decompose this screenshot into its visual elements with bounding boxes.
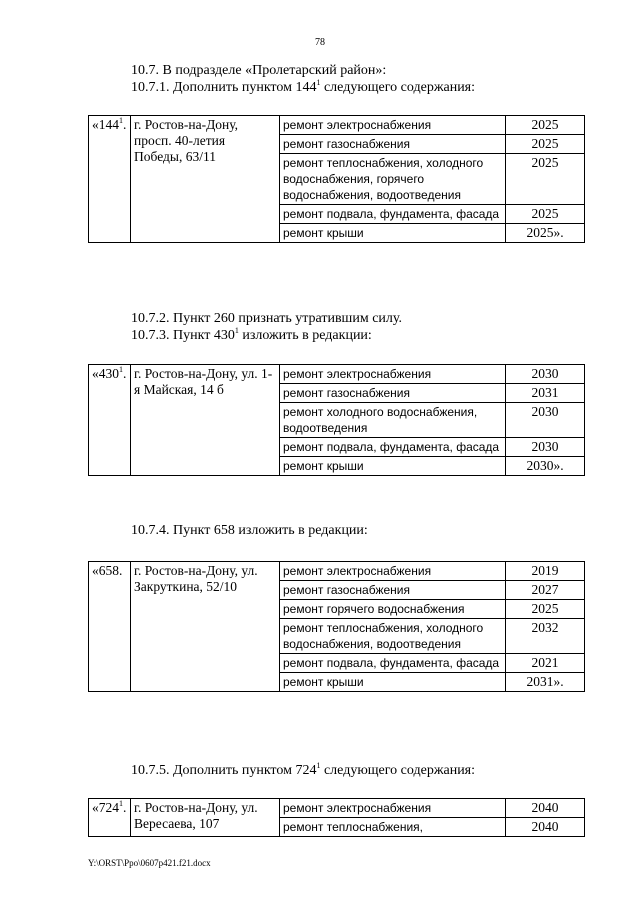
address-cell: г. Ростов-на-Дону, ул. Вересаева, 107 bbox=[131, 799, 280, 837]
item-number-cell bbox=[89, 116, 131, 243]
superscript: 1 bbox=[119, 116, 123, 125]
item-number-tail: . bbox=[123, 800, 127, 815]
work-type-cell: ремонт крыши bbox=[280, 224, 506, 243]
page-number: 78 bbox=[315, 37, 325, 48]
superscript: 1 bbox=[234, 326, 239, 335]
work-type-cell: ремонт газоснабжения bbox=[280, 384, 506, 403]
work-type-cell: ремонт теплоснабжения, холодного водоснабжения, горячего водоснабжения, водоотведения bbox=[280, 154, 506, 205]
work-type-cell: ремонт электроснабжения bbox=[280, 799, 506, 818]
year-cell: 2031 bbox=[506, 384, 585, 403]
table-item-658 bbox=[88, 561, 585, 692]
superscript: 1 bbox=[316, 78, 321, 87]
superscript: 1 bbox=[316, 761, 321, 770]
year-cell: 2040 bbox=[506, 818, 585, 837]
address-cell: г. Ростов-на-Дону, просп. 40-летия Победы, 63/11 bbox=[131, 116, 280, 243]
table-row bbox=[89, 116, 585, 135]
year-cell: 2031». bbox=[506, 673, 585, 692]
table-item-724-1 bbox=[88, 798, 585, 837]
work-type-cell: ремонт электроснабжения bbox=[280, 562, 506, 581]
clause-text: 10.7.5. Дополнить пунктом 724 bbox=[131, 763, 317, 778]
clause-10-7-3 bbox=[131, 328, 372, 344]
table-item-144-1 bbox=[88, 115, 585, 243]
address-cell: г. Ростов-на-Дону, ул. 1-я Майская, 14 б bbox=[131, 365, 280, 476]
section-heading: 10.7. В подразделе «Пролетарский район»: bbox=[131, 63, 387, 78]
work-type-cell: ремонт теплоснабжения, холодного водоснабжения, водоотведения bbox=[280, 619, 506, 654]
work-type-cell: ремонт электроснабжения bbox=[280, 116, 506, 135]
item-number-cell bbox=[89, 799, 131, 837]
clause-text: изложить в редакции: bbox=[238, 328, 372, 343]
clause-10-7-2: 10.7.2. Пункт 260 признать утратившим силу. bbox=[131, 311, 402, 326]
year-cell: 2027 bbox=[506, 581, 585, 600]
clause-text: следующего содержания: bbox=[320, 763, 476, 778]
item-number: «658. bbox=[92, 563, 123, 578]
clause-text: 10.7.1. Дополнить пунктом 144 bbox=[131, 80, 317, 95]
year-cell: 2030». bbox=[506, 457, 585, 476]
item-number-cell bbox=[89, 365, 131, 476]
work-type-cell: ремонт крыши bbox=[280, 673, 506, 692]
work-type-cell: ремонт газоснабжения bbox=[280, 581, 506, 600]
work-type-cell: ремонт теплоснабжения, bbox=[280, 818, 506, 837]
year-cell: 2019 bbox=[506, 562, 585, 581]
table-row bbox=[89, 365, 585, 384]
year-cell: 2030 bbox=[506, 403, 585, 438]
clause-10-7-4: 10.7.4. Пункт 658 изложить в редакции: bbox=[131, 523, 368, 538]
item-number-cell bbox=[89, 562, 131, 692]
item-number: «430 bbox=[92, 366, 119, 381]
table-row bbox=[89, 799, 585, 818]
item-number-tail: . bbox=[123, 366, 127, 381]
year-cell: 2025 bbox=[506, 116, 585, 135]
year-cell: 2025». bbox=[506, 224, 585, 243]
year-cell: 2030 bbox=[506, 365, 585, 384]
clause-10-7-1 bbox=[131, 80, 475, 96]
year-cell: 2025 bbox=[506, 600, 585, 619]
year-cell: 2025 bbox=[506, 205, 585, 224]
work-type-cell: ремонт холодного водоснабжения, водоотведения bbox=[280, 403, 506, 438]
file-path-footer: Y:\ORST\Ppo\0607p421.f21.docx bbox=[88, 858, 211, 868]
superscript: 1 bbox=[119, 365, 123, 374]
work-type-cell: ремонт подвала, фундамента, фасада bbox=[280, 205, 506, 224]
address-cell: г. Ростов-на-Дону, ул. Закруткина, 52/10 bbox=[131, 562, 280, 692]
work-type-cell: ремонт подвала, фундамента, фасада bbox=[280, 438, 506, 457]
year-cell: 2025 bbox=[506, 135, 585, 154]
item-number: «144 bbox=[92, 117, 119, 132]
work-type-cell: ремонт подвала, фундамента, фасада bbox=[280, 654, 506, 673]
table-row bbox=[89, 562, 585, 581]
item-number: «724 bbox=[92, 800, 119, 815]
work-type-cell: ремонт газоснабжения bbox=[280, 135, 506, 154]
clause-text: 10.7.3. Пункт 430 bbox=[131, 328, 235, 343]
table-item-430-1 bbox=[88, 364, 585, 476]
year-cell: 2021 bbox=[506, 654, 585, 673]
clause-10-7-5 bbox=[131, 763, 475, 779]
year-cell: 2030 bbox=[506, 438, 585, 457]
superscript: 1 bbox=[119, 799, 123, 808]
work-type-cell: ремонт горячего водоснабжения bbox=[280, 600, 506, 619]
item-number-tail: . bbox=[123, 117, 127, 132]
year-cell: 2040 bbox=[506, 799, 585, 818]
year-cell: 2032 bbox=[506, 619, 585, 654]
work-type-cell: ремонт крыши bbox=[280, 457, 506, 476]
year-cell: 2025 bbox=[506, 154, 585, 205]
clause-text: следующего содержания: bbox=[320, 80, 476, 95]
work-type-cell: ремонт электроснабжения bbox=[280, 365, 506, 384]
